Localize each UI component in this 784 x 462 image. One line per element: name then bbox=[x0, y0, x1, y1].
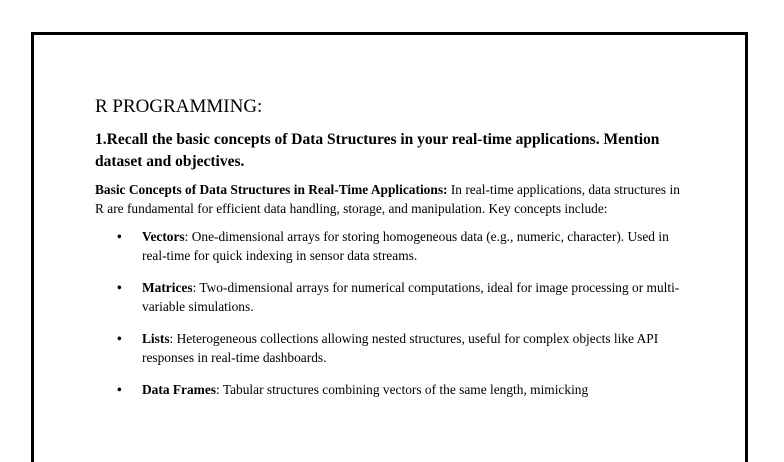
list-item-text: : One-dimensional arrays for storing homogeneous data (e.g., numeric, character). Used in real-time for quick indexing in sensor data streams. bbox=[142, 229, 669, 263]
section-heading: R PROGRAMMING: bbox=[95, 96, 263, 117]
list-item bbox=[95, 279, 685, 316]
list-item-text: : Two-dimensional arrays for numerical computations, ideal for image processing or multi-variable simulations. bbox=[142, 280, 680, 314]
list-item-text: : Heterogeneous collections allowing nested structures, useful for complex objects like API responses in real-time dashboards. bbox=[142, 331, 659, 365]
document-body bbox=[95, 95, 685, 414]
list-item-term: Lists bbox=[142, 331, 170, 346]
bullet-icon: • bbox=[117, 280, 122, 295]
bullet-icon: • bbox=[117, 229, 122, 244]
intro-paragraph bbox=[95, 181, 685, 218]
list-item bbox=[95, 330, 685, 367]
bullet-icon: • bbox=[117, 382, 122, 397]
concept-list bbox=[95, 228, 685, 400]
intro-lead: Basic Concepts of Data Structures in Real-Time Applications: bbox=[95, 182, 448, 197]
question-text: 1.Recall the basic concepts of Data Structures in your real-time applications. Mention dataset and objectives. bbox=[95, 131, 660, 170]
list-item-term: Data Frames bbox=[142, 382, 216, 397]
list-item-term: Matrices bbox=[142, 280, 193, 295]
list-item-text: : Tabular structures combining vectors of the same length, mimicking bbox=[216, 382, 589, 397]
intro-text: In real-time applications, data structures in R are fundamental for efficient data handling, storage, and manipulation. Key concepts include: bbox=[95, 182, 680, 216]
list-item bbox=[95, 381, 685, 400]
list-item bbox=[95, 228, 685, 265]
bullet-icon: • bbox=[117, 331, 122, 346]
list-item-term: Vectors bbox=[142, 229, 185, 244]
